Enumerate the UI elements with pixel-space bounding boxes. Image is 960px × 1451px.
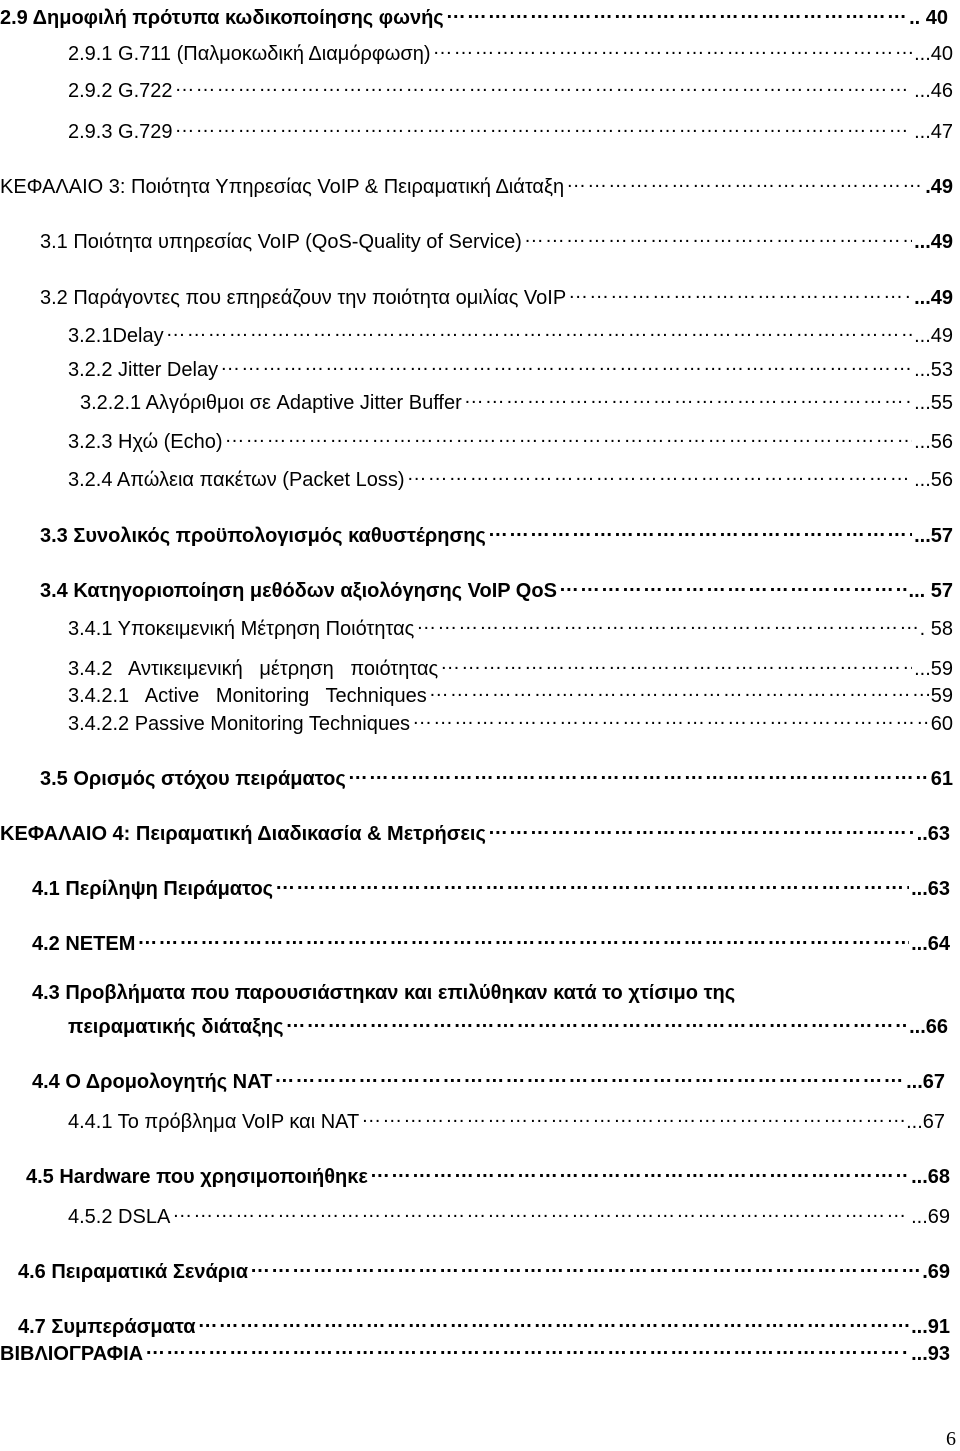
toc-entry (68, 611, 953, 640)
toc-entry-page: ...63 (911, 878, 950, 900)
dot-leader (412, 706, 929, 730)
dot-leader (446, 0, 907, 24)
toc-entry-page: ...67 (906, 1071, 945, 1093)
toc-entry-page: ...56 (914, 469, 953, 491)
toc-entry-page: 60 (930, 713, 953, 735)
toc-entry-label: 4.4 Ο Δρομολογητής NAT (32, 1071, 273, 1093)
toc-entry (0, 816, 950, 845)
toc-entry-label-wrapped: 4.3 Προβλήματα που παρουσιάστηκαν και επιλύθηκαν κατά το χτίσιμο της (32, 982, 736, 1004)
toc-entry-label: 2.9.1 G.711 (Παλμοκωδική Διαμόρφωση) (68, 43, 431, 65)
dot-leader (488, 518, 912, 542)
toc-entry-page: ...49 (914, 231, 953, 253)
toc-entry-page: ...69 (911, 1206, 950, 1228)
toc-entry-label: 3.4.1 Υποκειμενική Μέτρηση Ποιότητας (68, 618, 415, 640)
toc-entry-label: 3.4 Κατηγοριοποίηση μεθόδων αξιολόγησης VoIP QoS (40, 580, 557, 602)
dot-leader (286, 1009, 908, 1033)
toc-entry (68, 1104, 945, 1133)
toc-entry-page: 59 (930, 685, 953, 707)
toc-entry-label: 3.2.3 Ηχώ (Echo) (68, 431, 223, 453)
toc-entry (32, 926, 950, 955)
toc-entry (68, 73, 953, 102)
toc-entry (68, 318, 953, 347)
toc-entry-label: 3.2.1Delay (68, 325, 164, 347)
toc-entry (68, 36, 953, 65)
toc-entry (68, 352, 953, 381)
toc-entry-label: 4.5.2 DSLA (68, 1206, 171, 1228)
toc-entry-page: ..63 (916, 823, 950, 845)
toc-entry-page: ...40 (914, 43, 953, 65)
toc-entry-page: ...64 (911, 933, 950, 955)
toc-entry-page: ... 57 (908, 580, 953, 602)
toc-entry (68, 1199, 950, 1228)
toc-entry-page: ...66 (909, 1016, 948, 1038)
dot-leader (275, 871, 909, 895)
dot-leader (175, 114, 913, 138)
dot-leader (433, 36, 913, 60)
toc-entry-page: . 58 (919, 618, 953, 640)
toc-entry-label: 4.7 Συμπεράσματα (18, 1316, 196, 1338)
dot-leader (559, 573, 907, 597)
toc-entry-label: 4.6 Πειραματικά Σενάρια (18, 1261, 249, 1283)
toc-entry-label: 2.9.3 G.729 (68, 121, 173, 143)
dot-leader (361, 1104, 904, 1128)
dot-leader (370, 1159, 909, 1183)
toc-entry-label: ΚΕΦΑΛΑΙΟ 4: Πειραματική Διαδικασία & Μετρήσεις (0, 823, 486, 845)
toc-entry-label: 4.4.1 Το πρόβλημα VoIP και NAT (68, 1111, 360, 1133)
toc-entry-page: ...46 (914, 80, 953, 102)
toc-entry (68, 424, 953, 453)
toc-entry (68, 678, 953, 707)
toc-entry (68, 1009, 948, 1038)
dot-leader (166, 318, 912, 342)
toc-entry-page: ...49 (914, 287, 953, 309)
page-number: 6 (946, 1428, 956, 1450)
toc-entry (68, 462, 953, 491)
toc-entry-label: ΚΕΦΑΛΑΙΟ 3: Ποιότητα Υπηρεσίας VoIP & Πειραματική Διάταξη (0, 176, 565, 198)
dot-leader (416, 611, 917, 635)
dot-leader (440, 651, 912, 675)
toc-entry (80, 385, 953, 414)
toc-entry-label: 2.9.2 G.722 (68, 80, 173, 102)
toc-entry (0, 0, 948, 29)
toc-entry-page: .49 (925, 176, 953, 198)
dot-leader (250, 1254, 920, 1278)
toc-entry-label: 3.3 Συνολικός προϋπολογισμός καθυστέρησης (40, 525, 486, 547)
toc-entry-label: πειραματικής διάταξης (68, 1016, 284, 1038)
toc-entry (40, 518, 953, 547)
dot-leader (172, 1199, 909, 1223)
toc-entry-label: 3.2 Παράγοντες που επηρεάζουν την ποιότητα ομιλίας VoIP (40, 287, 567, 309)
dot-leader (568, 280, 912, 304)
toc-entry-label: 3.1 Ποιότητα υπηρεσίας VoIP (QoS-Quality of Service) (40, 231, 522, 253)
toc-entry-label: 3.4.2.2 Passive Monitoring Techniques (68, 713, 411, 735)
toc-entry-page: ...47 (914, 121, 953, 143)
toc-entry-label: ΒΙΒΛΙΟΓΡΑΦΙΑ (0, 1343, 144, 1365)
toc-entry-page: ...67 (906, 1111, 945, 1133)
dot-leader (488, 816, 915, 840)
toc-entry-page: ...57 (914, 525, 953, 547)
toc-entry (40, 280, 953, 309)
dot-leader (198, 1309, 909, 1333)
dot-leader (429, 678, 929, 702)
toc-entry (32, 1064, 945, 1093)
toc-entry (68, 706, 953, 735)
toc-entry-label: 4.2 NETEM (32, 933, 136, 955)
dot-leader (175, 73, 913, 97)
toc-entry (0, 169, 953, 198)
dot-leader (348, 761, 929, 785)
dot-leader (225, 424, 913, 448)
toc-entry-label: 2.9 Δημοφιλή πρότυπα κωδικοποίησης φωνής (0, 7, 444, 29)
toc-entry-page: ...68 (911, 1166, 950, 1188)
toc-entry-label: 3.2.2 Jitter Delay (68, 359, 219, 381)
dot-leader (137, 926, 909, 950)
toc-entry-label: 3.5 Ορισμός στόχου πειράματος (40, 768, 346, 790)
toc-entry-page: 61 (930, 768, 953, 790)
toc-entry-label: 4.1 Περίληψη Πειράματος (32, 878, 274, 900)
toc-entry (0, 1336, 950, 1365)
toc-entry (40, 224, 953, 253)
toc-entry-page: ...91 (911, 1316, 950, 1338)
toc-entry-page: .69 (922, 1261, 950, 1283)
toc-entry-page: ...93 (911, 1343, 950, 1365)
toc-entry-label: 3.4.2.1 Active Monitoring Techniques (68, 685, 427, 707)
dot-leader (566, 169, 923, 193)
toc-entry (26, 1159, 950, 1188)
dot-leader (464, 385, 912, 409)
dot-leader (145, 1336, 909, 1360)
toc-entry-page: ...59 (914, 658, 953, 680)
toc-entry-page: .. 40 (909, 7, 948, 29)
toc-entry-label: 3.2.4 Απώλεια πακέτων (Packet Loss) (68, 469, 405, 491)
toc-entry-label: 4.5 Hardware που χρησιμοποιήθηκε (26, 1166, 368, 1188)
dot-leader (220, 352, 912, 376)
toc-entry (40, 573, 953, 602)
toc-entry-label: 3.4.2 Αντικειμενική μέτρηση ποιότητας (68, 658, 439, 680)
toc-entry-page: ...49 (914, 325, 953, 347)
toc-entry (18, 1254, 950, 1283)
toc-entry (68, 114, 953, 143)
toc-entry (40, 761, 953, 790)
toc-entry-label: 3.2.2.1 Αλγόριθμοι σε Adaptive Jitter Buffer (80, 392, 462, 414)
toc-entry-page: ...56 (914, 431, 953, 453)
dot-leader (407, 462, 913, 486)
toc-entry-page: ...55 (914, 392, 953, 414)
toc-entry (68, 651, 953, 680)
toc-entry (32, 871, 950, 900)
dot-leader (274, 1064, 904, 1088)
toc-entry (18, 1309, 950, 1338)
dot-leader (524, 224, 912, 248)
toc-entry-page: ...53 (914, 359, 953, 381)
